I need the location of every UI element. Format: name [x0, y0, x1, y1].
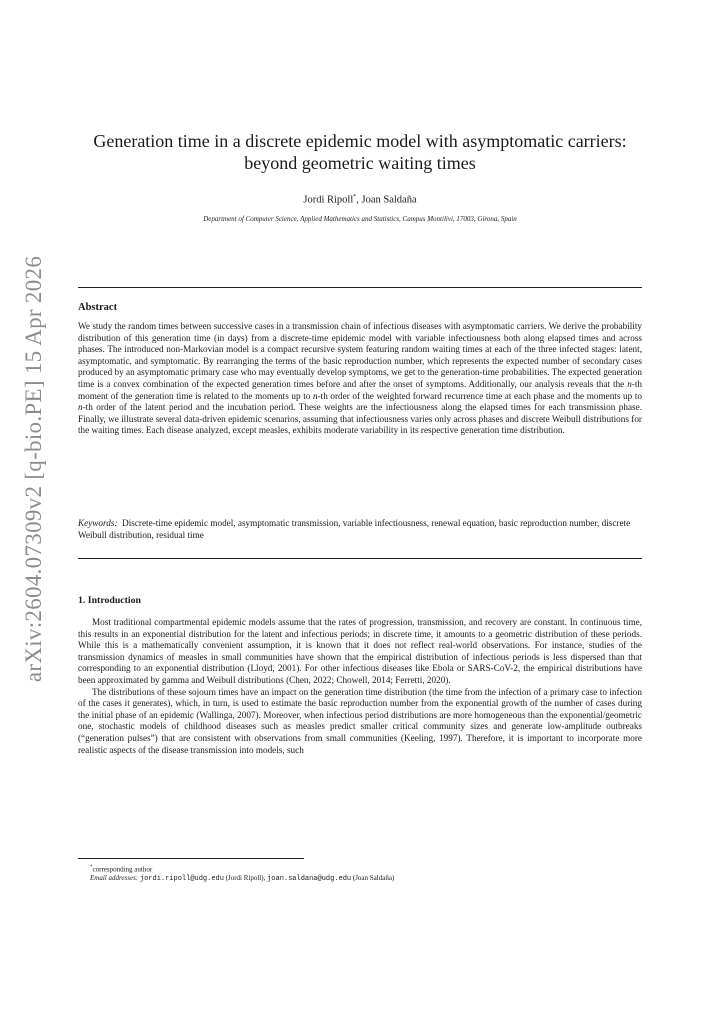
affiliation: Department of Computer Science, Applied Mathematics and Statistics, Campus Montilivi, 17003, Girona, Spain: [203, 215, 517, 223]
footnote-corresponding: [90, 863, 394, 874]
arxiv-identifier-text: arXiv:2604.07309v2 [q-bio.PE] 15 Apr 2026: [21, 255, 46, 683]
abstract-text: [78, 321, 642, 437]
paper-title: [78, 130, 642, 174]
author-1: Jordi Ripoll: [303, 194, 354, 206]
abstract-n-1: n: [627, 378, 632, 389]
keywords-label: Keywords:: [78, 518, 118, 528]
title-line-2: beyond geometric waiting times: [244, 153, 476, 173]
abstract-part-4: -th order of the latent period and the incubation period. These weights are the infectiousness along the elapsed times for each transmission phase. Finally, we illustrate several data-driven epidemic scenarios, assuming that infectiousness varies only across phases and discrete Weibull distributions for the waiting times. Each disease analyzed, except measles, exhibits moderate variability in its respective generation time distribution.: [78, 402, 642, 436]
section-heading: 1. Introduction: [78, 595, 141, 606]
corresponding-mark: *: [353, 194, 357, 200]
abstract-top-rule: [78, 287, 642, 288]
footnote-corresponding-text: corresponding author: [92, 865, 153, 874]
abstract-part-2: -th moment of the generation time is related to the moments up to: [78, 378, 642, 401]
abstract-bottom-rule: [78, 558, 642, 559]
keywords-text: Discrete-time epidemic model, asymptomatic transmission, variable infectiousness, renewal equation, basic reproduction number, discrete Weibull distribution, residual time: [78, 518, 631, 540]
author-list: [78, 194, 642, 206]
author-2: Joan Saldaña: [361, 194, 417, 206]
footnotes: [90, 863, 394, 884]
email-link-1[interactable]: jordi.ripoll@udg.edu: [139, 875, 224, 884]
email-name-2: (Joan Saldaña): [351, 874, 395, 883]
email-name-1: (Jordi Ripoll),: [223, 874, 268, 883]
intro-paragraph-1: Most traditional compartmental epidemic models assume that the rates of progression, transmission, and recovery are constant. In continuous time, this results in an exponential distribution for the latent and infectious periods; in discrete time, it amounts to a geometric distribution of these periods. While this is a mathematically convenient assumption, it is known that it does not reflect real-world observations. For instance, studies of the transmission dynamics of measles in small communities have shown that the empirical distribution of infectious periods is less dispersed than that corresponding to an exponential distribution (Lloyd, 2001). For other infectious diseases like Ebola or SARS-CoV-2, the empirical distributions have been approximated by gamma and Weibull distributions (Chen, 2022; Chowell, 2014; Ferretti, 2020).: [78, 617, 642, 685]
introduction-body: [78, 617, 642, 756]
email-label: Email addresses:: [90, 874, 139, 883]
intro-paragraph-2: The distributions of these sojourn times have an impact on the generation time distribution (the time from the infection of a primary case to infection of the cases it generates), which, in turn, is used to estimate the basic reproduction number from the exponential growth of the number of cases during the initial phase of an epidemic (Wallinga, 2007). Moreover, when infectious period distributions are more homogeneous than the exponential/geometric one, stochastic models of childhood diseases such as measles predict smaller critical community sizes and generate low-amplitude outbreaks (“generation pulses”) that are consistent with observations from small communities (Keeling, 1997). Therefore, it is important to incorporate more realistic aspects of the disease transmission into models, such: [78, 686, 642, 755]
abstract-n-2: n: [312, 390, 318, 401]
abstract-heading: Abstract: [78, 302, 118, 313]
footnote-mark: *: [90, 865, 93, 870]
abstract-n-3: n: [78, 402, 83, 413]
email-link-2[interactable]: joan.saldana@udg.edu: [267, 875, 352, 884]
arxiv-identifier: [20, 255, 48, 683]
abstract-part-1: We study the random times between successive cases in a transmission chain of infectious diseases with asymptomatic carriers. We derive the probability distribution of this generation time (in days) from a discrete-time epidemic model with variable infectiousness both along elapsed times and across phases. The introduced non-Markovian model is a compact recursive system featuring random waiting times at each of the three infected stages: latent, asymptomatic, and symptomatic. By rearranging the terms of the basic reproduction number, which represents the expected number of secondary cases produced by an asymptomatic primary case who may eventually develop symptoms, we get to the generation-time probabilities. The expected generation time is a convex combination of the expected generation times before and after the onset of symptoms. Additionally, our analysis reveals that the: [78, 321, 642, 389]
abstract-part-3: -th order of the weighted forward recurrence time at each phase and the moments up to: [317, 390, 642, 401]
footnote-rule: [78, 858, 304, 859]
author-separator: ,: [356, 194, 362, 206]
footnote-emails: [90, 874, 394, 884]
keywords: [78, 518, 642, 541]
title-line-1: Generation time in a discrete epidemic model with asymptomatic carriers:: [93, 131, 627, 151]
